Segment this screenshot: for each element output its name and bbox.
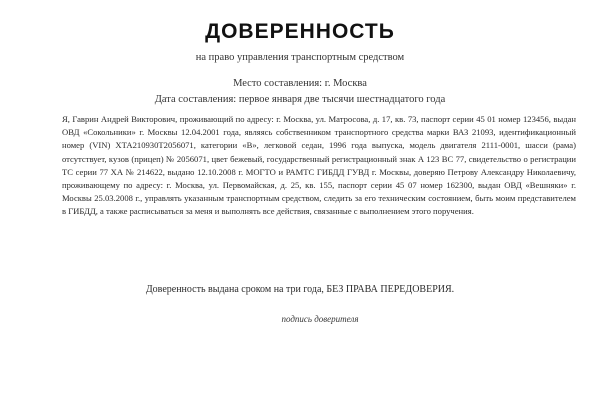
- document-title: ДОВЕРЕННОСТЬ: [205, 20, 395, 43]
- date-of-issue: Дата составления: первое января две тысячи шестнадцатого года: [154, 94, 446, 105]
- place-of-issue: Место составления: г. Москва: [233, 78, 367, 89]
- signature-caption: подпись доверителя: [281, 314, 359, 324]
- validity-statement: Доверенность выдана сроком на три года, БЕЗ ПРАВА ПЕРЕДОВЕРИЯ.: [145, 284, 455, 295]
- document-body: Я, Гаврин Андрей Викторович, проживающий по адресу: г. Москва, ул. Матросова, д. 17, кв. 73, паспорт серии 45 01 номер 123456, выдан ОВД «Сокольники» г. Москвы 12.04.2001 года, являясь собственником транспортного средства марки ВАЗ 21093, идентификационный номер (VIN) ХТА210930Т2056071, категории «В», легковой седан, 1996 года выпуска, модель двигателя 2111-0001, шасси (рама) отсутствует, кузов (прицеп) № 2056071, цвет бежевый, государственный регистрационный знак А 123 ВС 77, свидетельство о регистрации ТС серии 77 ХА № 214622, выдано 12.10.2008 г. МОГТО и РАМТС ГИБДД ГУВД г. Москвы, доверяю Петрову Александру Николаевичу, проживающему по адресу: г. Москва, ул. Первомайская, д. 25, кв. 155, паспорт серии 45 07 номер 162300, выдан ОВД «Вешняки» г. Москвы 25.03.2008 г., управлять указанным транспортным средством, следить за его техническим состоянием, быть моим представителем в ГИБДД, а также расписываться за меня и выполнять все действия, связанные с выполнением этого поручения.: [62, 114, 576, 217]
- document-subtitle: на право управления транспортным средством: [195, 52, 405, 63]
